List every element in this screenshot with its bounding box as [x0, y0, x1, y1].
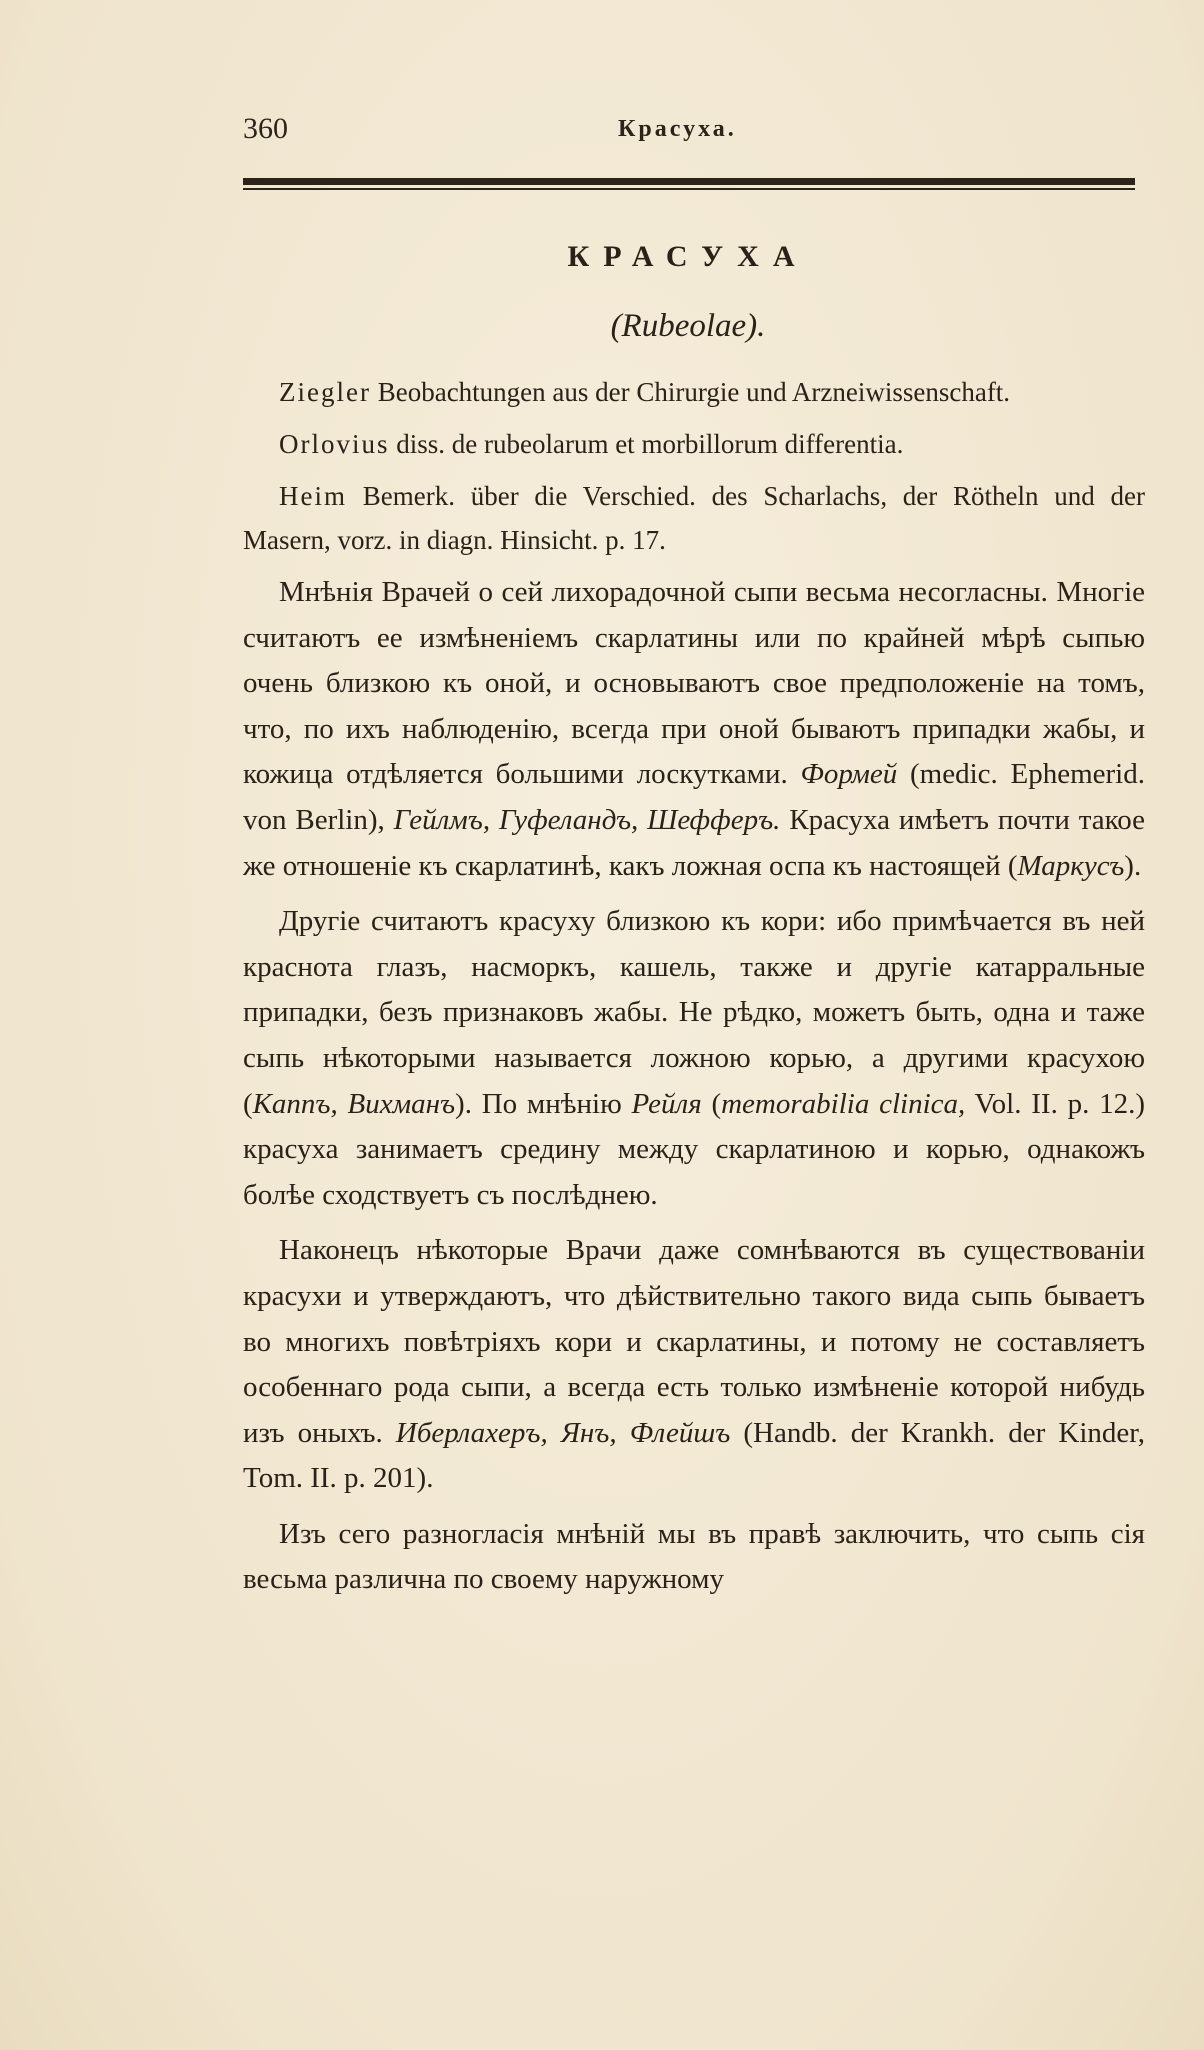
reference-author: Orlovius — [279, 429, 390, 459]
reference-text: diss. de rubeolarum et morbillorum differentia. — [389, 429, 904, 459]
italic-title: memorabilia clinica, — [721, 1087, 966, 1120]
chapter-title: КРАСУХА — [567, 240, 809, 273]
paragraph-text: Другіе считаютъ красуху близкою къ кори: ибо примѣчается въ ней краснота глазъ, насморкъ, кашель, также и другіе катарральные припадки, безъ признаковъ жабы. Не рѣдко, можетъ быть, одна и таже сыпь нѣкоторыми называется ложною корью, а другими красухою ( — [243, 905, 1145, 1120]
paragraph-1 — [243, 570, 1145, 889]
running-head: Красуха. — [618, 116, 737, 142]
reference-author: Ziegler — [279, 377, 371, 407]
paragraph-text: Изъ сего разногласія мнѣній мы въ правѣ заключить, что сыпь сія весьма различна по своему наружному — [243, 1517, 1145, 1596]
reference-heim — [243, 474, 1145, 562]
paragraph-4 — [243, 1512, 1145, 1603]
paragraph-text: ). — [1124, 849, 1142, 882]
paragraph-text: ( — [701, 1087, 722, 1120]
italic-name: Рейля — [631, 1087, 702, 1120]
paragraph-text: Наконецъ нѣкоторые Врачи даже сомнѣваются въ существованіи красухи и утверждаютъ, что дѣйствительно такого вида сыпь бываетъ во многихъ повѣтріяхъ кори и скарлатины, и потому не составляетъ особеннаго рода сыпи, а всегда есть только измѣненіе которой нибудь изъ оныхъ. — [243, 1234, 1145, 1449]
header-rule-thick — [243, 178, 1135, 185]
paragraph-text: Vol. II. p. 12.) красуха занимаетъ средину между скарлатиною и корью, однакожъ болѣе сходствуетъ съ послѣднею. — [243, 1087, 1145, 1211]
chapter-subtitle: (Rubeolae). — [610, 308, 766, 344]
paragraph-text: Красуха имѣетъ почти такое же отношеніе къ скарлатинѣ, какъ ложная оспа къ настоящей ( — [243, 803, 1145, 882]
paragraph-text: (medic. Ephemerid. von Berlin), — [243, 758, 1145, 836]
paragraph-text: (Handb. der Krankh. der Kinder, Tom. II. p. 201). — [243, 1416, 1146, 1495]
paragraph-text: Мнѣнія Врачей о сей лихорадочной сыпи весьма несогласны. Многіе считаютъ ее измѣненіемъ скарлатины или по крайней мѣрѣ сыпью очень близкою къ оной, и основываютъ свое предположеніе на томъ, что, по ихъ наблюденію, всегда при оной бываютъ припадки жабы, и кожица отдѣляется большими лоскутками. — [243, 576, 1145, 791]
page-header — [243, 112, 1133, 152]
paragraph-2 — [243, 899, 1145, 1218]
reference-ziegler — [243, 370, 1145, 414]
reference-text: Bemerk. über die Verschied. des Scharlachs, der Rötheln und der Masern, vorz. in diagn. Hinsicht. p. 17. — [243, 481, 1145, 555]
italic-name: Формей — [800, 758, 898, 791]
italic-name: Гейлмъ, Гуфеландъ, Шефферъ. — [393, 803, 781, 836]
page-number: 360 — [243, 112, 288, 145]
header-rule-thin — [243, 188, 1135, 190]
reference-author: Heim — [279, 481, 347, 511]
paragraph-3 — [243, 1228, 1145, 1502]
paragraph-text: ). По мнѣнію — [455, 1087, 632, 1120]
header-rule — [243, 178, 1135, 194]
reference-orlovius — [243, 422, 1145, 466]
italic-name: Маркусъ — [1017, 849, 1125, 882]
italic-name: Иберлахеръ, Янъ, Флейшъ — [395, 1416, 731, 1449]
page-body — [243, 370, 1145, 1603]
italic-name: Каппъ, Вихманъ — [252, 1087, 456, 1120]
reference-text: Beobachtungen aus der Chirurgie und Arzneiwissenschaft. — [370, 377, 1011, 407]
